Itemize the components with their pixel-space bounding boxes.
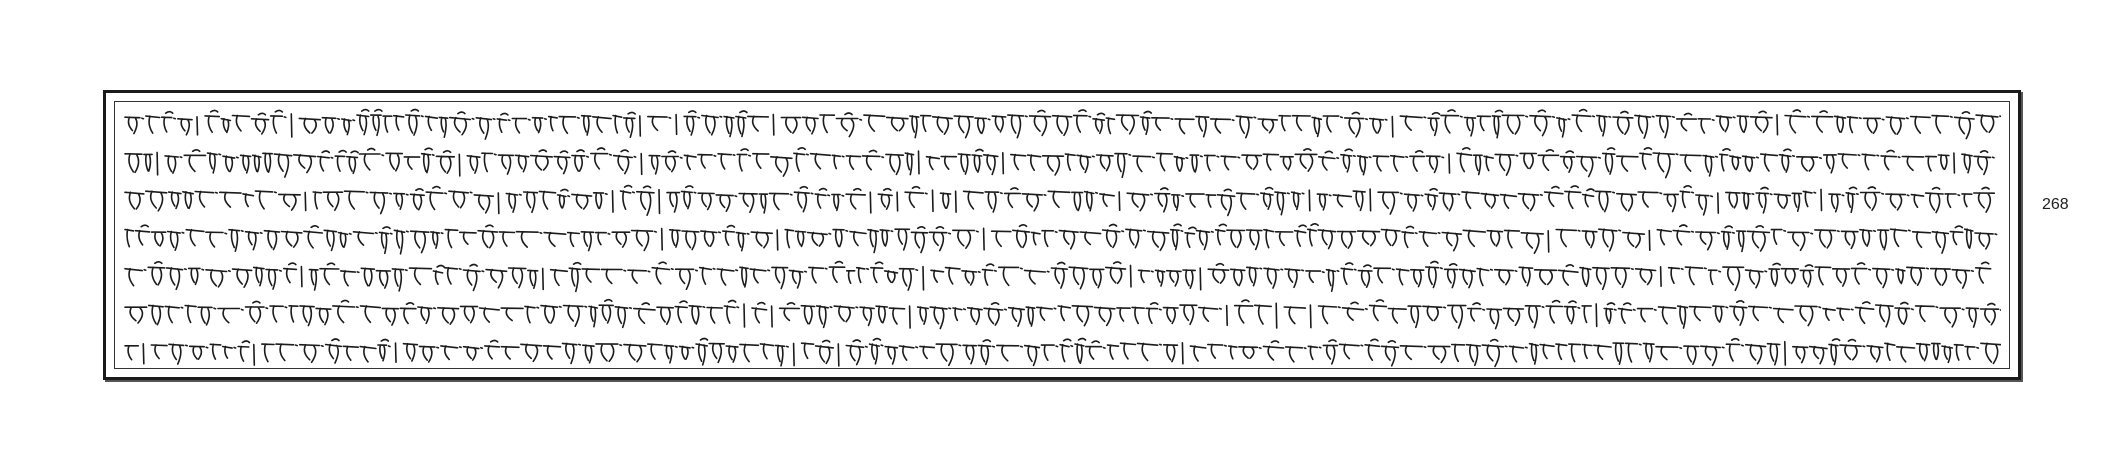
manuscript-text-block	[121, 106, 2003, 364]
manuscript-line	[121, 144, 2003, 182]
manuscript-line	[121, 182, 2003, 220]
page-number: 268	[2042, 196, 2069, 213]
manuscript-line	[121, 220, 2003, 258]
script-strokes	[125, 300, 2001, 329]
manuscript-line	[121, 334, 2003, 372]
manuscript-line	[121, 258, 2003, 296]
folio-border	[114, 101, 2010, 369]
script-strokes	[125, 110, 2001, 140]
script-strokes	[125, 224, 1997, 254]
manuscript-line	[121, 106, 2003, 144]
script-strokes	[125, 186, 1994, 216]
script-strokes	[125, 148, 1994, 178]
manuscript-line	[121, 296, 2003, 334]
manuscript-folio	[103, 90, 2021, 380]
script-strokes	[125, 339, 2001, 367]
script-strokes	[125, 262, 1991, 292]
